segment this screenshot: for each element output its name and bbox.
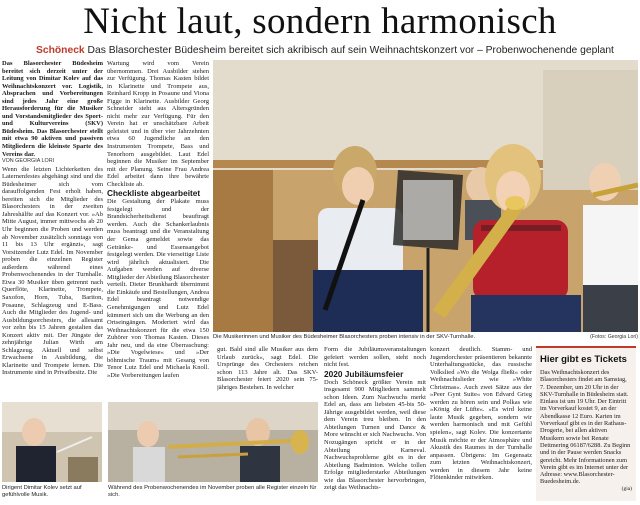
subheading: Checkliste abgearbeitet xyxy=(107,188,201,199)
author-signature: (gia) xyxy=(621,485,632,492)
column-2 xyxy=(107,60,209,400)
column-5 xyxy=(430,346,532,501)
photo-credit: (Fotos: Georgia Lori) xyxy=(590,334,638,340)
body-paragraph: Doch Schöneck größter Verein mit insgesamt 900 Mitgliedern sammelt schon Ideen. Zum Nachwuchs merkt Edel an, dass am liebsten 45-bis 50-Jährige ausgebildet werden, weil diese dem Verein treu bleiben. In den Abteilungen Turnen und Dance & More wünscht er sich Nachwuchs. Von Nozugängen spricht er in der Abteilung Karneval. Nachwuchsprobleme gibt es in der Abteilung Badminton. Welche tollen Erfolge mitgliederstarke Abteilungen wie das Blasorchester hervorbringen, zeigt das Weihnachts- xyxy=(324,378,426,492)
place-label: Schöneck xyxy=(36,45,85,56)
column-4 xyxy=(324,346,426,501)
body-paragraph: Form die Jubiläumsveranstaltungen gefeiert werden sollen, steht noch nicht fest. xyxy=(324,346,426,369)
ticket-info-box xyxy=(536,346,636,501)
body-paragraph: gut. Bald sind alle Musiker aus dem Urlaub zurück«, sagt Edel. Die Ursprünge des Orchesters reichen schon 113 Jahre alt. Das SKV-Blasorchester feiert 2020 sein 75-jähriges Bestehen. In welcher xyxy=(217,346,318,391)
subtitle-text: Das Blasorchester Büdesheim bereitet sich akribisch auf sein Weihnachtskonzert vor – Probenwochenende geplant xyxy=(87,45,614,56)
main-photo xyxy=(213,60,638,332)
conductor-photo-caption: Dirigent Dimitar Kolev setzt auf gefühlvolle Musik. xyxy=(2,485,82,498)
column-3 xyxy=(217,346,318,396)
body-paragraph: konzert deutlich. Stamm- und Jugendorchester präsentieren bekannte Unterhaltungsstücke, das russische Volkslied »Wo die Wolga fließt« oder Weihnachtslieder wie »White Christmas«. Auch zwei Sätze aus der »Peer Gynt Suite« von Edvard Grieg werden zu hören sein und Polkas wie »König der Lüfte«. »Es wird keine laute Musik gegeben, sondern wir werden harmonisch und mit Gefühl spielen«, sagt Kolev. Die konzertante Musik möchte er der Atmosphäre und Akustik des Raumes in der Turnhalle anpassen. Übrigens: Im Gegensatz zum letzten Weihnachtskonzert, werden in diesem Jahr keine Flötenkinder mitwirken. xyxy=(430,346,532,482)
byline: VON GEORGIA LORI xyxy=(2,158,55,165)
conductor-photo xyxy=(2,402,102,482)
subheading: 2020 Jubiläumsfeier xyxy=(324,368,404,379)
body-paragraph: Wenn die letzten Lichterketten des Laternenfestes abgehängt sind und die Büdesheimer sich vom darauffolgenden Fest erholt haben, bereiten sich die Mitglieder des Blasorchesters in der zweiten Jahreshälfte auf das Konzert vor. »Ab Mitte August, immer mittwochs ab 20 Uhr beginnen die Proben und werden ab November zusätzlich sonntags von 11 bis 13 Uhr ergänzt«, sagt Vorsitzender Lutz Edel. Im November proben die einzelnen Register außerdem während eines Probenwochenendes in der Turnhalle. Etwa 30 Musiker üben getrennt nach Querflöte, Klarinette, Trompete, Saxofon, Horn, Tuba, Bariton, Posaune, Schlagzeug und E-Bass. Auch die Mitglieder des Jugend- und Ausbildungsorchesters, die allesamt vor zehn bis 15 Jahren gestalten das Konzert aktiv mit. Der Jüngste der zehnjährige Julian Wirth am Schlagzeug. Aktuell und selbst Erwachsene in Ausbildung, die Klarinette und Trompete lernen. Die Instrumente sind in Privatbesitz. Die xyxy=(2,165,103,377)
body-paragraph: Wartung wird vom Verein übernommen. Drei Ausbilder stehen zur Verfügung. Thomas Kasten bildet in Klarinette und Trompete aus, Reinhard Kropp in Posaune und Viona Figge in Klarinette. Ausbilder Georg Schneider steht aus Altersgründen nicht mehr zur Verfügung. Für den Verein hat er unschätzbare Arbeit geleistet und in über vier Jahrzehnten etwa 60 Jugendliche an den Instrumenten Trompete, Bass und Tenorhorn ausgebildet. Laut Edel beginnen die Musiker im September mit der Planung. Seine Frau Andrea Edel arbeitet dann ihre bewährte Checkliste ab. xyxy=(107,60,209,188)
trombone-section-image xyxy=(108,402,318,482)
body-paragraph: Die Gestaltung der Plakate muss festgelegt und der Brandsicherheitsdienst beauftragt werden. Auch die Schankerlaubnis muss beantragt und die Veranstaltung der Gema gemeldet sowie das Getränke- und Essensangebot festgelegt werden. Die vierseitige Liste wird jährlich aktualisiert. Die Aufgaben werden auf diverse Mitglieder der Abteilung Blasorchester verteilt. Dieter Brunkhardt übernimmt die Einkäufe und Bestellungen, Andrea Edel beantragt notwendige Genehmigungen und Lutz Edel kümmert sich um die Werbung an den Ortseingängen. Moderiert wird das Weihnachtskonzert für die etwa 150 Zuhörer von Thomas Kasten. Dieses Jahr neu, und da eine Überraschung: »Die Vogelwiese« und »Der böhmische Traum« mit Gesang von Tenor Lutz Edel und Michaela Knoll. »Die Vorbereitungen laufen xyxy=(107,198,209,379)
orchestra-rehearsal-image xyxy=(213,60,638,332)
column-1 xyxy=(2,60,103,400)
ticket-info-text: Das Weihnachtskonzert des Blasorchesters findet am Samstag, 7. Dezember, um 20 Uhr in der SKV-Turnhalle in Büdesheim statt. Einlass ist um 19 Uhr. Der Eintritt im Vorverkauf kostet 9, an der Abendkasse 12 Euro. Karten im Vorverkauf gibt es in der Rathaus-Drogerie, bei allen aktiven Musikern sowie bei Renate Dettmering 06187/6288. Zu Beginn und in der Pause werden Snacks gereicht. Mehr Informationen zum Verein gibt es im Internet unter der Adresse: www.Blasorchester-Buedesheim.de. xyxy=(540,369,631,486)
ticket-info-title: Hier gibt es Tickets xyxy=(540,354,627,365)
lead-paragraph: Das Blasorchester Büdesheim bereitet sich derzeit unter der Leitung von Dimitar Kolev auf das Weihnachtskonzert vor. Logistik, Absprachen und Vorbereitungen sind jedes Jahr eine große Herausforderung für die Musiker und Vorstandsmitglieder des Sport- und Kulturvereins (SKV) Büdesheim. Das Blasorchester stellt mit etwa 90 aktiven und passiven Mitgliedern die kleinste Sparte des Vereins dar. xyxy=(2,60,103,158)
subtitle xyxy=(36,44,636,58)
conductor-image xyxy=(2,402,102,482)
headline: Nicht laut, sondern harmonisch xyxy=(83,1,557,42)
trombone-photo-caption: Während des Probenwochenendes im November proben alle Register einzeln für sich. xyxy=(108,485,317,498)
trombone-photo xyxy=(108,402,318,482)
main-photo-caption: Die Musikerinnen und Musiker des Büdesheimer Blasorchesters proben intensiv in der SKV-Turnhalle. xyxy=(213,334,476,340)
